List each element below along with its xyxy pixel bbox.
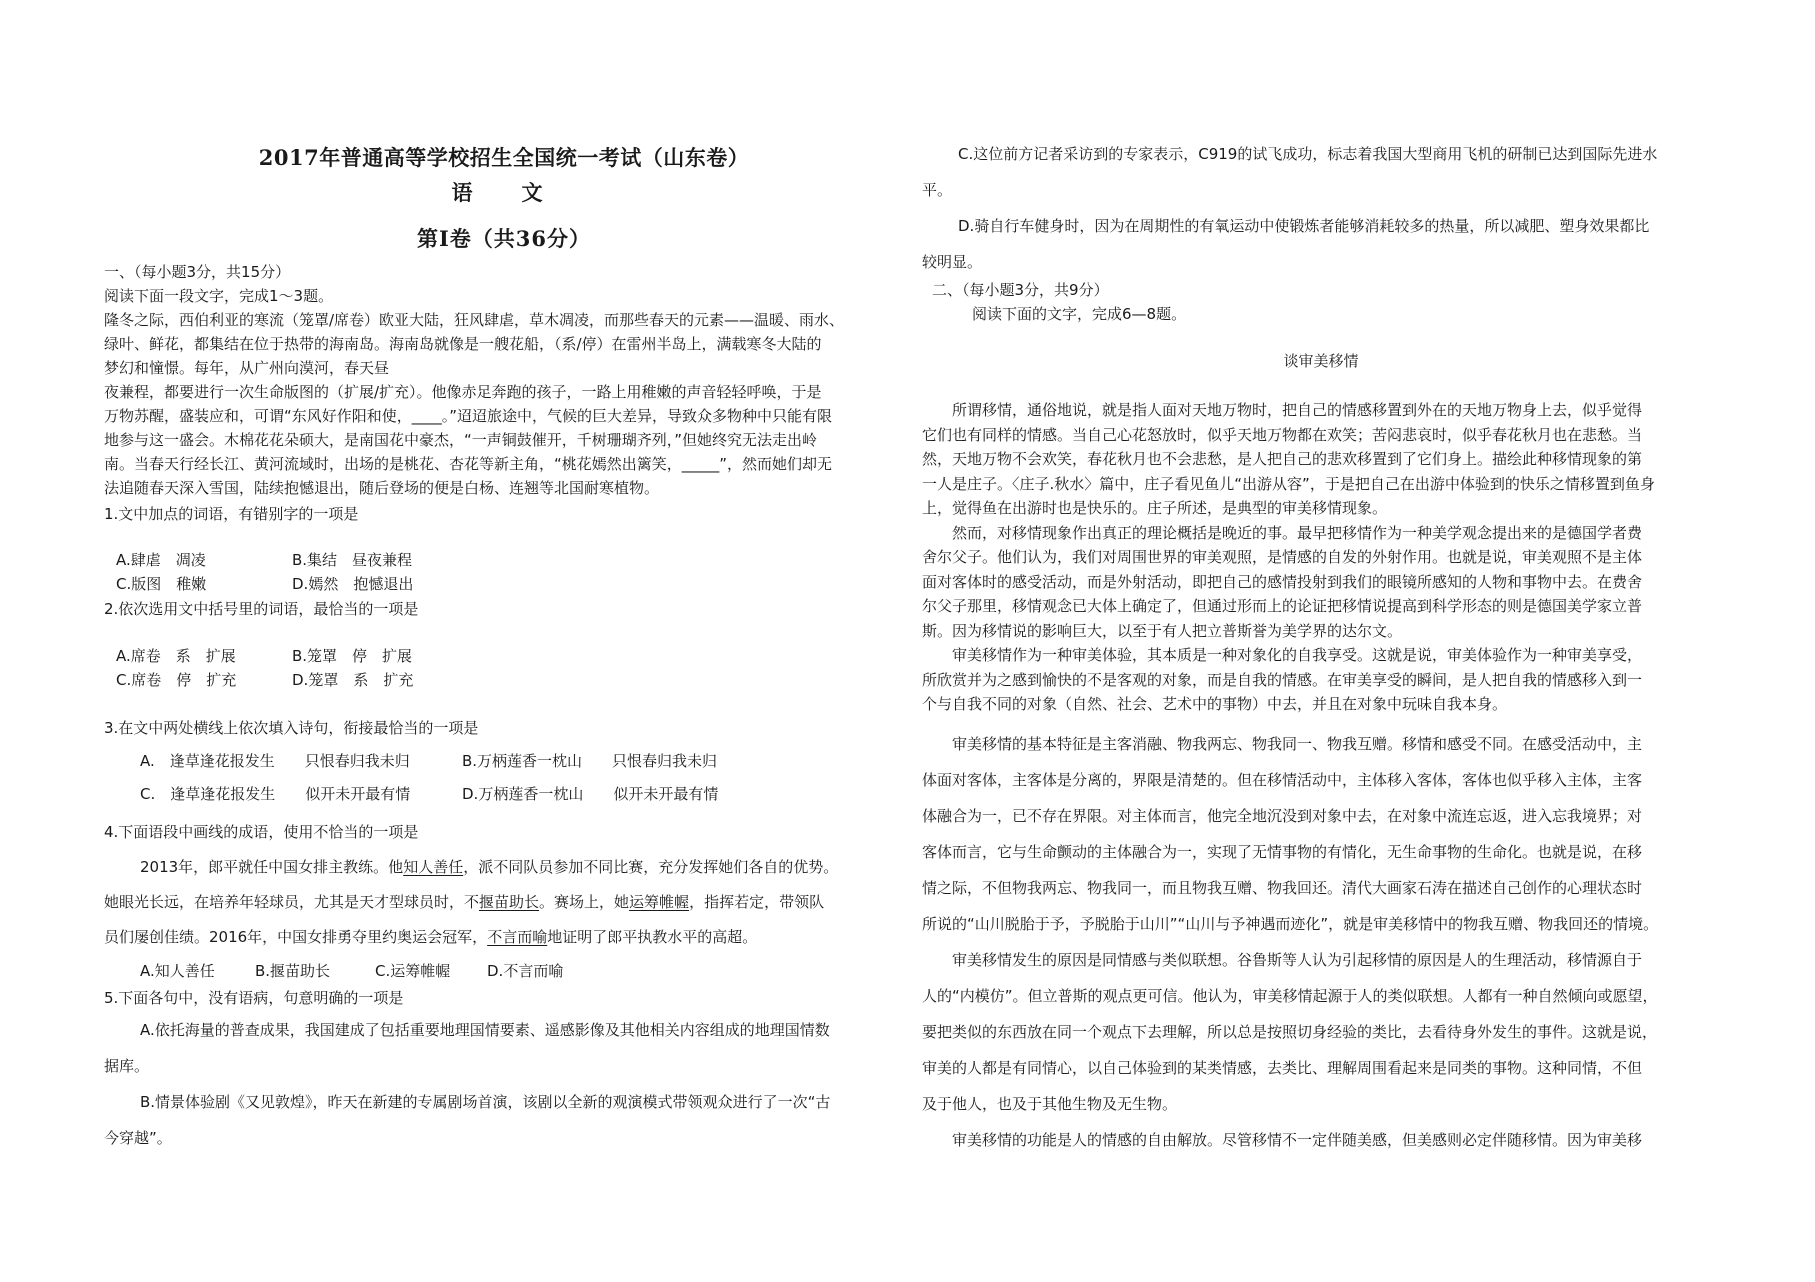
right-column <box>922 0 1720 1282</box>
q4-paragraph-line: 员们屡创佳绩。2016年，中国女排勇夺里约奥运会冠军，不言而喻地证明了郎平执教水平的高超。 <box>104 928 758 946</box>
option-d[interactable]: D.嫣然 抱憾退出 <box>292 575 414 593</box>
essay-line: 情之际，不但物我两忘、物我同一，而且物我互赠、物我回还。清代大画家石涛在描述自己创作的心理状态时 <box>922 879 1643 897</box>
question-3 <box>104 716 904 740</box>
question-1-options <box>104 548 904 596</box>
option-b-cont: 今穿越”。 <box>104 1129 172 1147</box>
part1-header: 一、（每小题3分，共15分） <box>104 263 291 281</box>
passage-line: 绿叶、鲜花，都集结在位于热带的海南岛。海南岛就像是一艘花船，（系/停）在雷州半岛上，满载寒冬大陆的 <box>104 335 822 353</box>
essay-line: 审美的人都是有同情心，以自己体验到的某类情感，去类比、理解周围看起来是同类的事物。这种同情，不但 <box>922 1059 1643 1077</box>
passage-line: 地参与这一盛会。木棉花花朵硕大，是南国花中豪杰，“一声铜鼓催开，千树珊瑚齐列，”但她终究无法走出岭 <box>104 431 818 449</box>
option-b[interactable]: B.揠苗助长 <box>255 962 331 980</box>
q4-paragraph-line: 2013年，郎平就任中国女排主教练。他知人善任，派不同队员参加不同比赛，充分发挥她们各自的优势。 <box>140 858 839 876</box>
part1-instruction: 阅读下面一段文字，完成1～3题。 <box>104 287 334 305</box>
essay-line: 人的“内模仿”。但立普斯的观点更可信。他认为，审美移情起源于人的类似联想。人都有一种自然倾向或愿望， <box>922 987 1658 1005</box>
option-b[interactable]: B.情景体验剧《又见敦煌》，昨天在新建的专属剧场首演，该剧以全新的观演模式带领观众进行了一次“古 <box>140 1093 831 1111</box>
part2-header: 二、（每小题3分，共9分） <box>932 281 1109 299</box>
passage-line: 隆冬之际，西伯利亚的寒流（笼罩/席卷）欧亚大陆，狂风肆虐，草木凋凌，而那些春天的元素——温暖、雨水、 <box>104 311 845 329</box>
essay-line: 尔父子那里，移情观念已大体上确定了，但通过形而上的论证把移情说提高到科学形态的则是德国美学家立普 <box>922 597 1643 615</box>
option-c[interactable]: C. 逢草逢花报发生 似开未开最有情 <box>140 785 411 803</box>
part2-instruction: 阅读下面的文字，完成6—8题。 <box>972 305 1187 323</box>
exam-subject: 语 文 <box>451 180 557 205</box>
essay-line: 及于他人，也及于其他生物及无生物。 <box>922 1095 1178 1113</box>
essay-line: 体面对客体，主客体是分离的，界限是清楚的。但在移情活动中，主体移入客体，客体也似乎移入主体，主客 <box>922 771 1643 789</box>
essay-line: 它们也有同样的情感。当自己心花怒放时，似乎天地万物都在欢笑；苦闷悲哀时，似乎春花秋月也在悲愁。当 <box>922 425 1643 444</box>
essay-line: 然，天地万物不会欢笑，春花秋月也不会悲愁，是人把自己的悲欢移置到了它们身上。描绘此种移情现象的第 <box>922 450 1643 468</box>
option-a[interactable]: A.席卷 系 扩展 <box>116 647 236 665</box>
essay-line: 要把类似的东西放在同一个观点下去理解，所以总是按照切身经验的类比，去看待身外发生的事件。这就是说， <box>922 1023 1658 1041</box>
essay-title: 谈审美移情 <box>1283 352 1359 370</box>
essay-line: 个与自我不同的对象（自然、社会、艺术中的事物）中去，并且在对象中玩味自我本身。 <box>922 695 1508 713</box>
question-5-continued <box>922 136 1720 280</box>
essay-line: 舍尔父子。他们认为，我们对周围世界的审美观照，是情感的自发的外射作用。也就是说，审美观照不是主体 <box>922 548 1643 566</box>
essay-line: 审美移情作为一种审美体验，其本质是一种对象化的自我享受。这就是说，审美体验作为一种审美享受， <box>922 646 1643 664</box>
option-d[interactable]: D.不言而喻 <box>487 962 564 980</box>
exam-title: 2017年普通高等学校招生全国统一考试（山东卷） <box>258 145 750 170</box>
question-stem: 4.下面语段中画线的成语，使用不恰当的一项是 <box>104 823 419 841</box>
option-a[interactable]: A.肆虐 凋凌 <box>116 551 206 569</box>
question-3-options <box>104 745 904 811</box>
option-c-cont: 平。 <box>922 181 953 199</box>
option-c[interactable]: C.运筹帷幄 <box>375 962 451 980</box>
question-stem: 2.依次选用文中括号里的词语，最恰当的一项是 <box>104 600 419 618</box>
option-d[interactable]: D.笼罩 系 扩充 <box>292 671 414 689</box>
option-a[interactable]: A. 逢草逢花报发生 只恨春归我未归 <box>140 752 410 770</box>
option-a[interactable]: A.依托海量的普查成果，我国建成了包括重要地理国情要素、遥感影像及其他相关内容组成的地理国情数 <box>140 1021 830 1039</box>
question-stem: 5.下面各句中，没有语病，句意明确的一项是 <box>104 989 404 1007</box>
essay-part-a <box>922 398 1720 717</box>
option-b[interactable]: B.集结 昼夜兼程 <box>292 551 413 569</box>
question-2-options <box>104 644 904 692</box>
option-a[interactable]: A.知人善任 <box>140 962 215 980</box>
passage-line: 法追随春天深入雪国，陆续抱憾退出，随后登场的便是白杨、连翘等北国耐寒植物。 <box>104 479 660 497</box>
option-d[interactable]: D.骑自行车健身时，因为在周期性的有氧运动中使锻炼者能够消耗较多的热量，所以减肥、塑身效果都比 <box>958 217 1650 235</box>
question-stem: 3.在文中两处横线上依次填入诗句，衔接最恰当的一项是 <box>104 719 479 737</box>
option-d[interactable]: D.万柄莲香一枕山 似开未开最有情 <box>462 785 719 803</box>
question-5-options <box>104 1012 904 1156</box>
essay-line: 上，觉得鱼在出游时也是快乐的。庄子所述，是典型的审美移情现象。 <box>922 499 1388 517</box>
passage-line: 南。当春天行经长江、黄河流域时，出场的是桃花、杏花等新主角，“桃花嫣然出篱笑，_____”，然而她们却无 <box>104 455 833 473</box>
question-stem: 1.文中加点的词语，有错别字的一项是 <box>104 505 359 523</box>
essay-line: 审美移情发生的原因是同情感与类似联想。谷鲁斯等人认为引起移情的原因是人的生理活动，移情源自于 <box>922 951 1643 969</box>
underlined-idiom: 揠苗助长 <box>479 893 540 911</box>
option-c[interactable]: C.这位前方记者采访到的专家表示，C919的试飞成功，标志着我国大型商用飞机的研制已达到国际先进水 <box>958 145 1658 163</box>
option-b[interactable]: B.万柄莲香一枕山 只恨春归我未归 <box>462 752 718 770</box>
passage-line: 万物苏醒，盛装应和，可谓“东风好作阳和使，____。”迢迢旅途中，气候的巨大差异，导致众多物种中只能有限 <box>104 407 833 425</box>
option-a-cont: 据库。 <box>104 1057 150 1075</box>
essay-line: 面对客体时的感受活动，而是外射活动，即把自己的感情投射到我们的眼镜所感知的人物和事物中去。在费舍 <box>922 572 1643 591</box>
essay-line: 然而，对移情现象作出真正的理论概括是晚近的事。最早把移情作为一种美学观念提出来的是德国学者费 <box>922 523 1643 542</box>
underlined-idiom: 不言而喻 <box>487 928 548 946</box>
essay-line: 客体而言，它与生命颤动的主体融合为一，实现了无情事物的有情化，无生命事物的生命化。也就是说，在移 <box>922 843 1643 861</box>
essay-line: 所说的“山川脱胎于予，予脱胎于山川”“山川与予神遇而迹化”，就是审美移情中的物我互赠、物我回还的情境。 <box>922 915 1659 933</box>
part2 <box>922 278 1720 326</box>
question-1 <box>104 502 904 526</box>
underlined-idiom: 运筹帷幄 <box>629 893 690 911</box>
essay-line: 审美移情的功能是人的情感的自由解放。尽管移情不一定伴随美感，但美感则必定伴随移情。因为审美移 <box>922 1131 1643 1149</box>
left-column <box>104 0 904 1282</box>
essay-line: 斯。因为移情说的影响巨大，以至于有人把立普斯誉为美学界的达尔文。 <box>922 621 1403 640</box>
part1 <box>104 260 904 500</box>
underlined-idiom: 知人善任 <box>403 858 464 876</box>
essay-line: 所欣赏并为之感到愉快的不是客观的对象，而是自我的情感。在审美享受的瞬间，是人把自我的情感移入到一 <box>922 670 1643 689</box>
essay-line: 所谓移情，通俗地说，就是指人面对天地万物时，把自己的情感移置到外在的天地万物身上去，似乎觉得 <box>922 401 1643 419</box>
option-b[interactable]: B.笼罩 停 扩展 <box>292 647 413 665</box>
option-d-cont: 较明显。 <box>922 253 983 271</box>
option-c[interactable]: C.版图 稚嫩 <box>116 575 207 593</box>
passage-line: 梦幻和憧憬。每年，从广州向漠河，春天昼 <box>104 359 390 377</box>
essay-part-b <box>922 726 1720 1158</box>
question-4 <box>104 815 904 988</box>
essay-line: 一人是庄子。〈庄子.秋水〉篇中，庄子看见鱼儿“出游从容”，于是把自己在出游中体验到的快乐之情移置到鱼身 <box>922 474 1655 493</box>
q4-paragraph-line: 她眼光长远，在培养年轻球员，尤其是天才型球员时，不揠苗助长。赛场上，她运筹帷幄，指挥若定，带领队 <box>104 893 825 911</box>
passage-line: 夜兼程，都要进行一次生命版图的（扩展/扩充）。他像赤足奔跑的孩子，一路上用稚嫩的声音轻轻呼唤，于是 <box>104 383 822 401</box>
essay-line: 审美移情的基本特征是主客消融、物我两忘、物我同一、物我互赠。移情和感受不同。在感受活动中，主 <box>922 735 1643 753</box>
section-title: 第Ⅰ卷（共36分） <box>416 226 592 251</box>
essay-line: 体融合为一，已不存在界限。对主体而言，他完全地沉没到对象中去，在对象中流连忘返，进入忘我境界；对 <box>922 807 1643 825</box>
option-c[interactable]: C.席卷 停 扩充 <box>116 671 237 689</box>
question-2 <box>104 597 904 621</box>
